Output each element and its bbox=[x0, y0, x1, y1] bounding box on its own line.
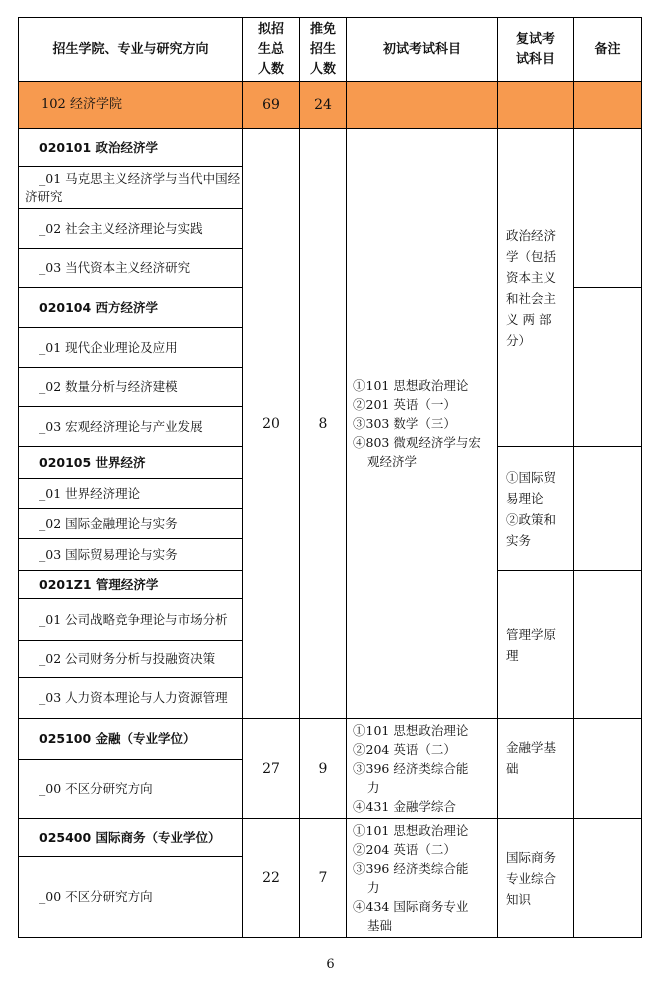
major-title: 0201Z1 管理经济学 bbox=[19, 571, 243, 599]
college-total: 69 bbox=[243, 82, 300, 129]
direction: _02 公司财务分析与投融资决策 bbox=[19, 641, 243, 678]
header-exam: 初试考试科目 bbox=[347, 18, 498, 82]
table-row bbox=[19, 719, 642, 760]
direction: _02 社会主义经济理论与实践 bbox=[19, 209, 243, 249]
college-name: 102 经济学院 bbox=[19, 82, 243, 129]
note-cell bbox=[574, 129, 642, 288]
major-title: 020105 世界经济 bbox=[19, 447, 243, 479]
major-title: 025400 国际商务（专业学位） bbox=[19, 819, 243, 857]
group2-exempt: 9 bbox=[300, 719, 347, 819]
note-cell bbox=[574, 288, 642, 447]
group3-retest: 国际商务 专业综合 知识 bbox=[498, 819, 574, 938]
page-number: 6 bbox=[326, 957, 335, 972]
group1-total: 20 bbox=[243, 129, 300, 719]
major-title: 020101 政治经济学 bbox=[19, 129, 243, 167]
direction: _02 数量分析与经济建模 bbox=[19, 368, 243, 407]
group2-retest: 金融学基 础 bbox=[498, 719, 574, 819]
direction: _01 公司战略竞争理论与市场分析 bbox=[19, 599, 243, 641]
group2-exam-subjects: ①101 思想政治理论 ②204 英语（二） ③396 经济类综合能 力 ④431 金融学综合 bbox=[347, 719, 498, 819]
note-cell bbox=[574, 571, 642, 719]
header-row bbox=[19, 18, 642, 82]
header-program: 招生学院、专业与研究方向 bbox=[19, 18, 243, 82]
group3-exam-subjects: ①101 思想政治理论 ②204 英语（二） ③396 经济类综合能 力 ④434 国际商务专业 基础 bbox=[347, 819, 498, 938]
note-cell bbox=[574, 447, 642, 571]
table-row bbox=[19, 129, 642, 167]
direction: _00 不区分研究方向 bbox=[19, 857, 243, 938]
direction: _03 人力资本理论与人力资源管理 bbox=[19, 678, 243, 719]
direction: _03 宏观经济理论与产业发展 bbox=[19, 407, 243, 447]
direction: _01 世界经济理论 bbox=[19, 479, 243, 509]
group3-total: 22 bbox=[243, 819, 300, 938]
major-title: 020104 西方经济学 bbox=[19, 288, 243, 328]
note-cell bbox=[574, 819, 642, 938]
group1-retest-c: 管理学原 理 bbox=[498, 571, 574, 719]
direction: _01 现代企业理论及应用 bbox=[19, 328, 243, 368]
note-cell bbox=[574, 719, 642, 819]
direction: _00 不区分研究方向 bbox=[19, 759, 243, 818]
group3-exempt: 7 bbox=[300, 819, 347, 938]
college-row bbox=[19, 82, 642, 129]
group2-total: 27 bbox=[243, 719, 300, 819]
group1-exempt: 8 bbox=[300, 129, 347, 719]
group1-retest-a: 政治经济 学（包括 资本主义 和社会主 义 两 部 分） bbox=[498, 129, 574, 447]
group1-retest-b: ①国际贸 易理论 ②政策和 实务 bbox=[498, 447, 574, 571]
direction: _03 当代资本主义经济研究 bbox=[19, 249, 243, 288]
table-row bbox=[19, 819, 642, 857]
admissions-table bbox=[18, 17, 642, 938]
header-exempt: 推免 招生 人数 bbox=[300, 18, 347, 82]
college-exempt: 24 bbox=[300, 82, 347, 129]
direction: _03 国际贸易理论与实务 bbox=[19, 539, 243, 571]
header-note: 备注 bbox=[574, 18, 642, 82]
direction: _01 马克思主义经济学与当代中国经济研究 bbox=[19, 167, 243, 209]
header-retest: 复试考 试科目 bbox=[498, 18, 574, 82]
group1-exam-subjects: ①101 思想政治理论 ②201 英语（一） ③303 数学（三） ④803 微观经济学与宏 观经济学 bbox=[347, 129, 498, 719]
header-total: 拟招 生总 人数 bbox=[243, 18, 300, 82]
major-title: 025100 金融（专业学位） bbox=[19, 719, 243, 760]
direction: _02 国际金融理论与实务 bbox=[19, 509, 243, 539]
